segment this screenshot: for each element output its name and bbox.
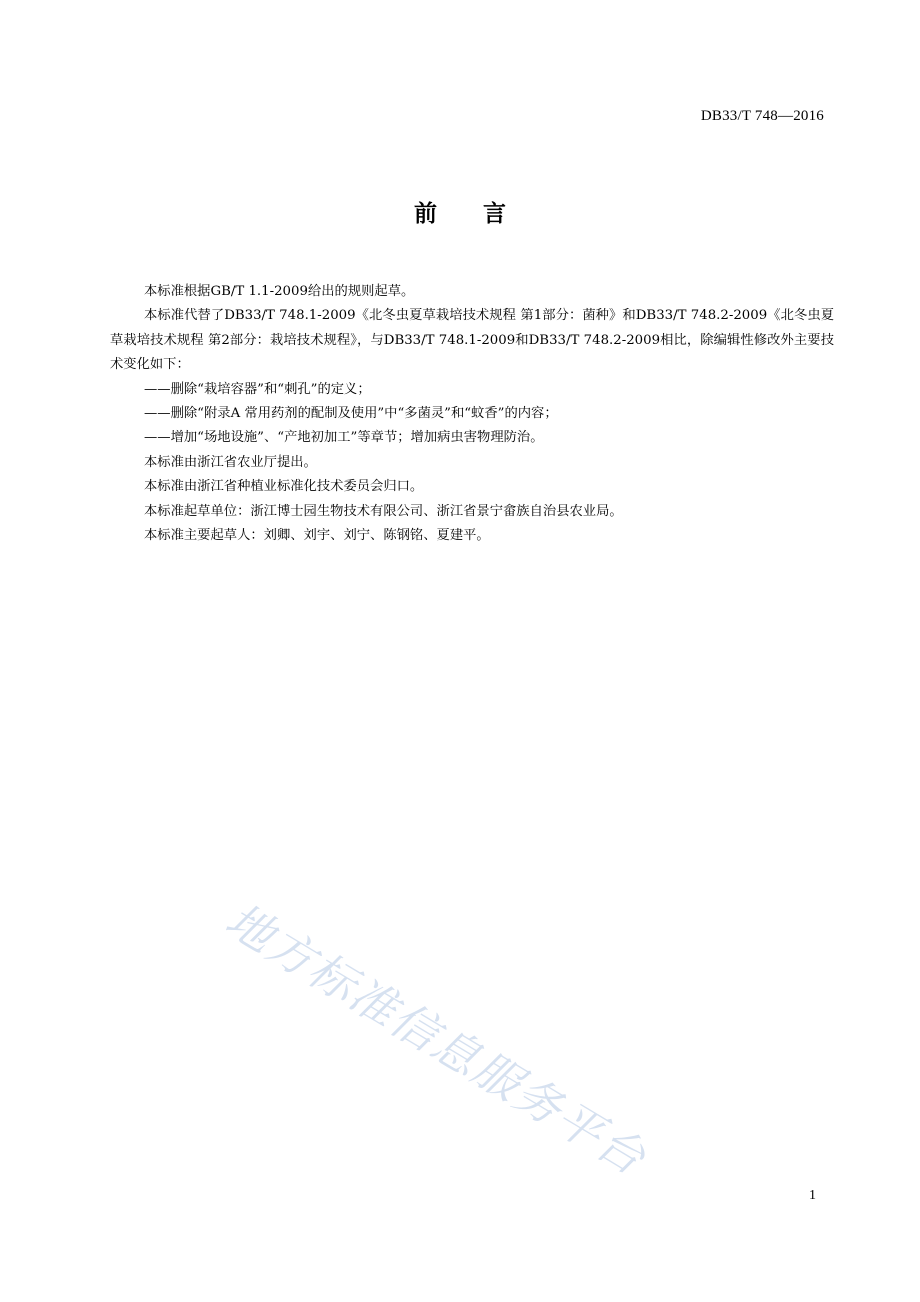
page-number: 1 (809, 1188, 816, 1203)
paragraph-committee: 本标准由浙江省种植业标准化技术委员会归口。 (144, 479, 424, 495)
paragraph-drafting-rules: 本标准根据GB/T 1.1-2009给出的规则起草。 (144, 284, 415, 299)
paragraph-replacement: 本标准代替了DB33/T 748.1-2009《北冬虫夏草栽培技术规程 第1部分：菌种》和DB33/T 748.2-2009《北冬虫夏草栽培技术规程 第2部分：栽培技术规程》，与DB33/T 748.1-2009和DB33/T 748.2-2009相比，除编辑性修改外主要技术变化如下： (110, 308, 834, 373)
paragraph-drafters: 本标准主要起草人：刘卿、刘宇、刘宁、陈钢铭、夏建平。 (144, 528, 490, 544)
paragraph-drafting-units: 本标准起草单位：浙江博士园生物技术有限公司、浙江省景宁畲族自治县农业局。 (144, 503, 623, 519)
foreword-body (110, 280, 834, 548)
change-item-2: ——删除“附录A 常用药剂的配制及使用”中“多菌灵”和“蚊香”的内容； (144, 406, 558, 422)
change-item-1: ——删除“栽培容器”和“刺孔”的定义； (144, 381, 371, 397)
document-code: DB33/T 748—2016 (700, 108, 824, 124)
paragraph-proposer: 本标准由浙江省农业厅提出。 (144, 454, 317, 470)
watermark: 地方标准信息服务平台 (216, 892, 656, 1186)
page-title: 前言 (414, 201, 552, 227)
change-item-3: ——增加“场地设施”、“产地初加工”等章节；增加病虫害物理防治。 (144, 430, 544, 446)
